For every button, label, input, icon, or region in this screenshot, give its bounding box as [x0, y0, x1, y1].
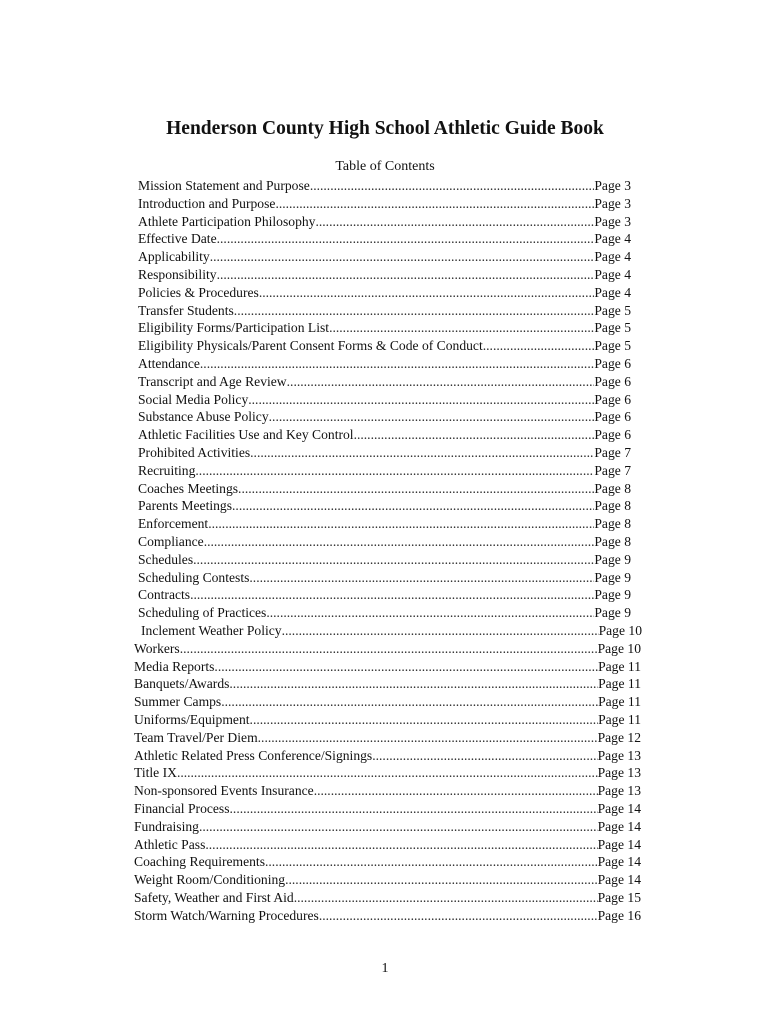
toc-entry-page: Page 14 — [597, 801, 641, 816]
toc-entry — [138, 408, 631, 426]
dot-leader — [199, 818, 598, 836]
toc-entry — [138, 248, 631, 266]
toc-entry-label: Transfer Students — [138, 302, 234, 318]
toc-entry-page: Page 3 — [594, 195, 631, 211]
toc-entry — [134, 764, 641, 782]
toc-entry-page: Page 9 — [594, 587, 631, 603]
toc-entry-page: Page 11 — [598, 676, 641, 692]
toc-entry — [134, 640, 641, 658]
toc-entry — [134, 658, 641, 676]
document-title: Henderson County High School Athletic Guide Book — [166, 118, 604, 139]
toc-entry-page: Page 15 — [597, 890, 641, 905]
dot-leader — [269, 408, 595, 426]
dot-leader — [238, 480, 594, 498]
toc-entry — [138, 284, 631, 302]
toc-entry-label: Enforcement — [138, 516, 209, 532]
toc-entry-label: Athletic Facilities Use and Key Control — [138, 427, 354, 443]
toc-entry-label: Compliance — [138, 534, 204, 549]
toc-entry-label: Recruiting — [138, 462, 196, 478]
dot-leader — [234, 302, 595, 320]
toc-entry — [138, 426, 631, 444]
dot-leader — [315, 213, 594, 231]
toc-entry-label: Policies & Procedures — [138, 284, 259, 300]
dot-leader — [266, 604, 594, 622]
toc-entry — [138, 551, 631, 569]
toc-entry-label: Financial Process — [134, 801, 230, 816]
dot-leader — [248, 391, 594, 409]
dot-leader — [275, 195, 594, 213]
toc-entry — [138, 302, 631, 320]
toc-entry-page: Page 11 — [598, 658, 641, 674]
toc-entry-page: Page 4 — [594, 231, 631, 247]
toc-entry — [138, 604, 631, 622]
toc-entry-label: Non-sponsored Events Insurance — [134, 783, 314, 799]
toc-entry-label: Substance Abuse Policy — [138, 409, 269, 425]
toc-entry-page: Page 8 — [594, 480, 631, 496]
dot-leader — [372, 747, 597, 765]
toc-entry-page: Page 5 — [594, 338, 631, 354]
dot-leader — [205, 836, 597, 854]
toc-entry-page: Page 14 — [597, 854, 641, 870]
toc-entry-label: Scheduling of Practices — [138, 605, 267, 621]
toc-entry-label: Inclement Weather Policy — [141, 623, 282, 638]
toc-entry — [138, 195, 631, 213]
toc-entry-page: Page 13 — [597, 765, 641, 781]
toc-entry — [134, 871, 641, 889]
toc-entry-page: Page 9 — [594, 605, 631, 621]
toc-entry-label: Uniforms/Equipment — [134, 712, 250, 727]
toc-entry-page: Page 10 — [597, 640, 641, 656]
dot-leader — [221, 693, 598, 711]
toc-entry-page: Page 11 — [598, 712, 641, 727]
dot-leader — [208, 515, 594, 533]
toc-entry-page: Page 14 — [597, 872, 641, 888]
toc-entry-label: Transcript and Age Review — [138, 373, 287, 389]
toc-entry-page: Page 14 — [597, 818, 641, 834]
dot-leader — [265, 853, 598, 871]
toc-entry-label: Athlete Participation Philosophy — [138, 213, 316, 229]
toc-entry — [138, 213, 631, 231]
toc-entry-label: Safety, Weather and First Aid — [134, 890, 294, 905]
dot-leader — [314, 782, 598, 800]
toc-entry-label: Storm Watch/Warning Procedures — [134, 907, 319, 923]
toc-entry-label: Fundraising — [134, 818, 199, 834]
dot-leader — [229, 675, 598, 693]
dot-leader — [195, 462, 594, 480]
dot-leader — [282, 622, 599, 640]
toc-entry-page: Page 14 — [597, 836, 641, 852]
dot-leader — [483, 337, 595, 355]
toc-entry-label: Scheduling Contests — [138, 569, 250, 585]
toc-entry-label: Coaching Requirements — [134, 854, 265, 870]
dot-leader — [190, 586, 594, 604]
toc-entry — [134, 818, 641, 836]
toc-entry-label: Eligibility Forms/Participation List — [138, 320, 330, 336]
dot-leader — [250, 444, 594, 462]
toc-entry — [138, 391, 631, 409]
toc-heading: Table of Contents — [335, 159, 435, 174]
toc-entry-label: Workers — [134, 640, 180, 656]
toc-entry — [138, 462, 631, 480]
toc-entry-label: Mission Statement and Purpose — [138, 178, 310, 193]
toc-entry-label: Social Media Policy — [138, 391, 249, 407]
toc-entry — [134, 693, 641, 711]
toc-entry — [134, 729, 641, 747]
toc-entry-label: Summer Camps — [134, 694, 222, 710]
toc-entry-page: Page 8 — [594, 498, 631, 514]
toc-entry-page: Page 4 — [594, 284, 631, 300]
dot-leader — [285, 871, 597, 889]
toc-entry — [134, 800, 641, 818]
dot-leader — [319, 907, 598, 925]
dot-leader — [217, 230, 595, 248]
toc-entry-page: Page 6 — [594, 356, 631, 371]
toc-entry-label: Athletic Pass — [134, 836, 206, 852]
toc-entry — [138, 444, 631, 462]
toc-entry-page: Page 6 — [594, 409, 631, 425]
toc-entry-page: Page 9 — [594, 551, 631, 567]
toc-entry-page: Page 10 — [598, 623, 642, 638]
dot-leader — [249, 569, 594, 587]
toc-entry — [138, 319, 631, 337]
toc-entry-label: Parents Meetings — [138, 498, 233, 514]
toc-entry-label: Prohibited Activities — [138, 445, 251, 460]
dot-leader — [214, 658, 598, 676]
toc-entry — [138, 569, 631, 587]
toc-entry-label: Introduction and Purpose — [138, 195, 276, 211]
toc-entry-label: Responsibility — [138, 267, 217, 282]
toc-entry — [134, 907, 641, 925]
toc-entry-page: Page 8 — [594, 516, 631, 532]
dot-leader — [354, 426, 595, 444]
dot-leader — [230, 800, 598, 818]
toc-entry — [138, 586, 631, 604]
toc-entry-label: Schedules — [138, 551, 194, 567]
dot-leader — [217, 266, 595, 284]
toc-entry-label: Team Travel/Per Diem — [134, 729, 258, 745]
toc-entry — [138, 515, 631, 533]
toc-entry — [138, 497, 631, 515]
toc-entry — [134, 782, 641, 800]
toc-entry-label: Effective Date — [138, 231, 217, 247]
toc-entry-label: Banquets/Awards — [134, 676, 230, 692]
toc-entry-label: Weight Room/Conditioning — [134, 872, 286, 888]
toc-entry-page: Page 7 — [594, 445, 631, 460]
dot-leader — [193, 551, 594, 569]
toc-entry-page: Page 9 — [594, 569, 631, 585]
toc-entry — [134, 853, 641, 871]
toc-entry-page: Page 4 — [594, 249, 631, 265]
toc-entry-label: Contracts — [138, 587, 191, 603]
toc-entry — [134, 711, 641, 729]
toc-entry-page: Page 13 — [597, 783, 641, 799]
toc-entry-page: Page 8 — [594, 534, 631, 549]
toc-entry-label: Media Reports — [134, 658, 215, 674]
toc-entry-page: Page 13 — [597, 747, 641, 763]
toc-entry — [134, 836, 641, 854]
toc-entry-page: Page 6 — [594, 373, 631, 389]
toc-entry-page: Page 7 — [594, 462, 631, 478]
toc-entry — [134, 675, 641, 693]
toc-entry-label: Attendance — [138, 356, 200, 371]
toc-entry — [138, 373, 631, 391]
toc-entry-page: Page 5 — [594, 320, 631, 336]
dot-leader — [200, 355, 594, 373]
toc-entry — [138, 355, 631, 373]
toc-entry-label: Athletic Related Press Conference/Signings — [134, 747, 373, 763]
dot-leader — [258, 729, 598, 747]
toc-entry-label: Coaches Meetings — [138, 480, 239, 496]
toc-entry-label: Eligibility Physicals/Parent Consent Forms & Code of Conduct — [138, 338, 483, 354]
page-number: 1 — [381, 961, 389, 976]
toc-entry-page: Page 16 — [597, 907, 641, 923]
dot-leader — [180, 640, 598, 658]
toc-entry-page: Page 3 — [594, 178, 631, 193]
toc-entry — [134, 889, 641, 907]
toc-entry — [138, 230, 631, 248]
dot-leader — [177, 764, 598, 782]
dot-leader — [250, 711, 599, 729]
toc-entry-page: Page 11 — [598, 694, 641, 710]
toc-entry — [138, 533, 631, 551]
toc-entry — [141, 622, 642, 640]
toc-entry — [138, 177, 631, 195]
toc-entry-page: Page 5 — [594, 302, 631, 318]
toc-entry-page: Page 12 — [597, 729, 641, 745]
dot-leader — [232, 497, 594, 515]
dot-leader — [210, 248, 595, 266]
toc-entry — [138, 480, 631, 498]
toc-entry — [138, 337, 631, 355]
dot-leader — [329, 319, 594, 337]
dot-leader — [204, 533, 595, 551]
toc-entry — [134, 747, 641, 765]
dot-leader — [310, 177, 595, 195]
dot-leader — [294, 889, 598, 907]
toc-entry-page: Page 3 — [594, 213, 631, 229]
toc-entry-page: Page 4 — [594, 267, 631, 282]
dot-leader — [259, 284, 595, 302]
toc-entry-label: Applicability — [138, 249, 210, 265]
toc-entry-page: Page 6 — [594, 427, 631, 443]
toc-entry-label: Title IX — [134, 765, 177, 781]
toc-entry — [138, 266, 631, 284]
dot-leader — [287, 373, 595, 391]
toc-entry-page: Page 6 — [594, 391, 631, 407]
